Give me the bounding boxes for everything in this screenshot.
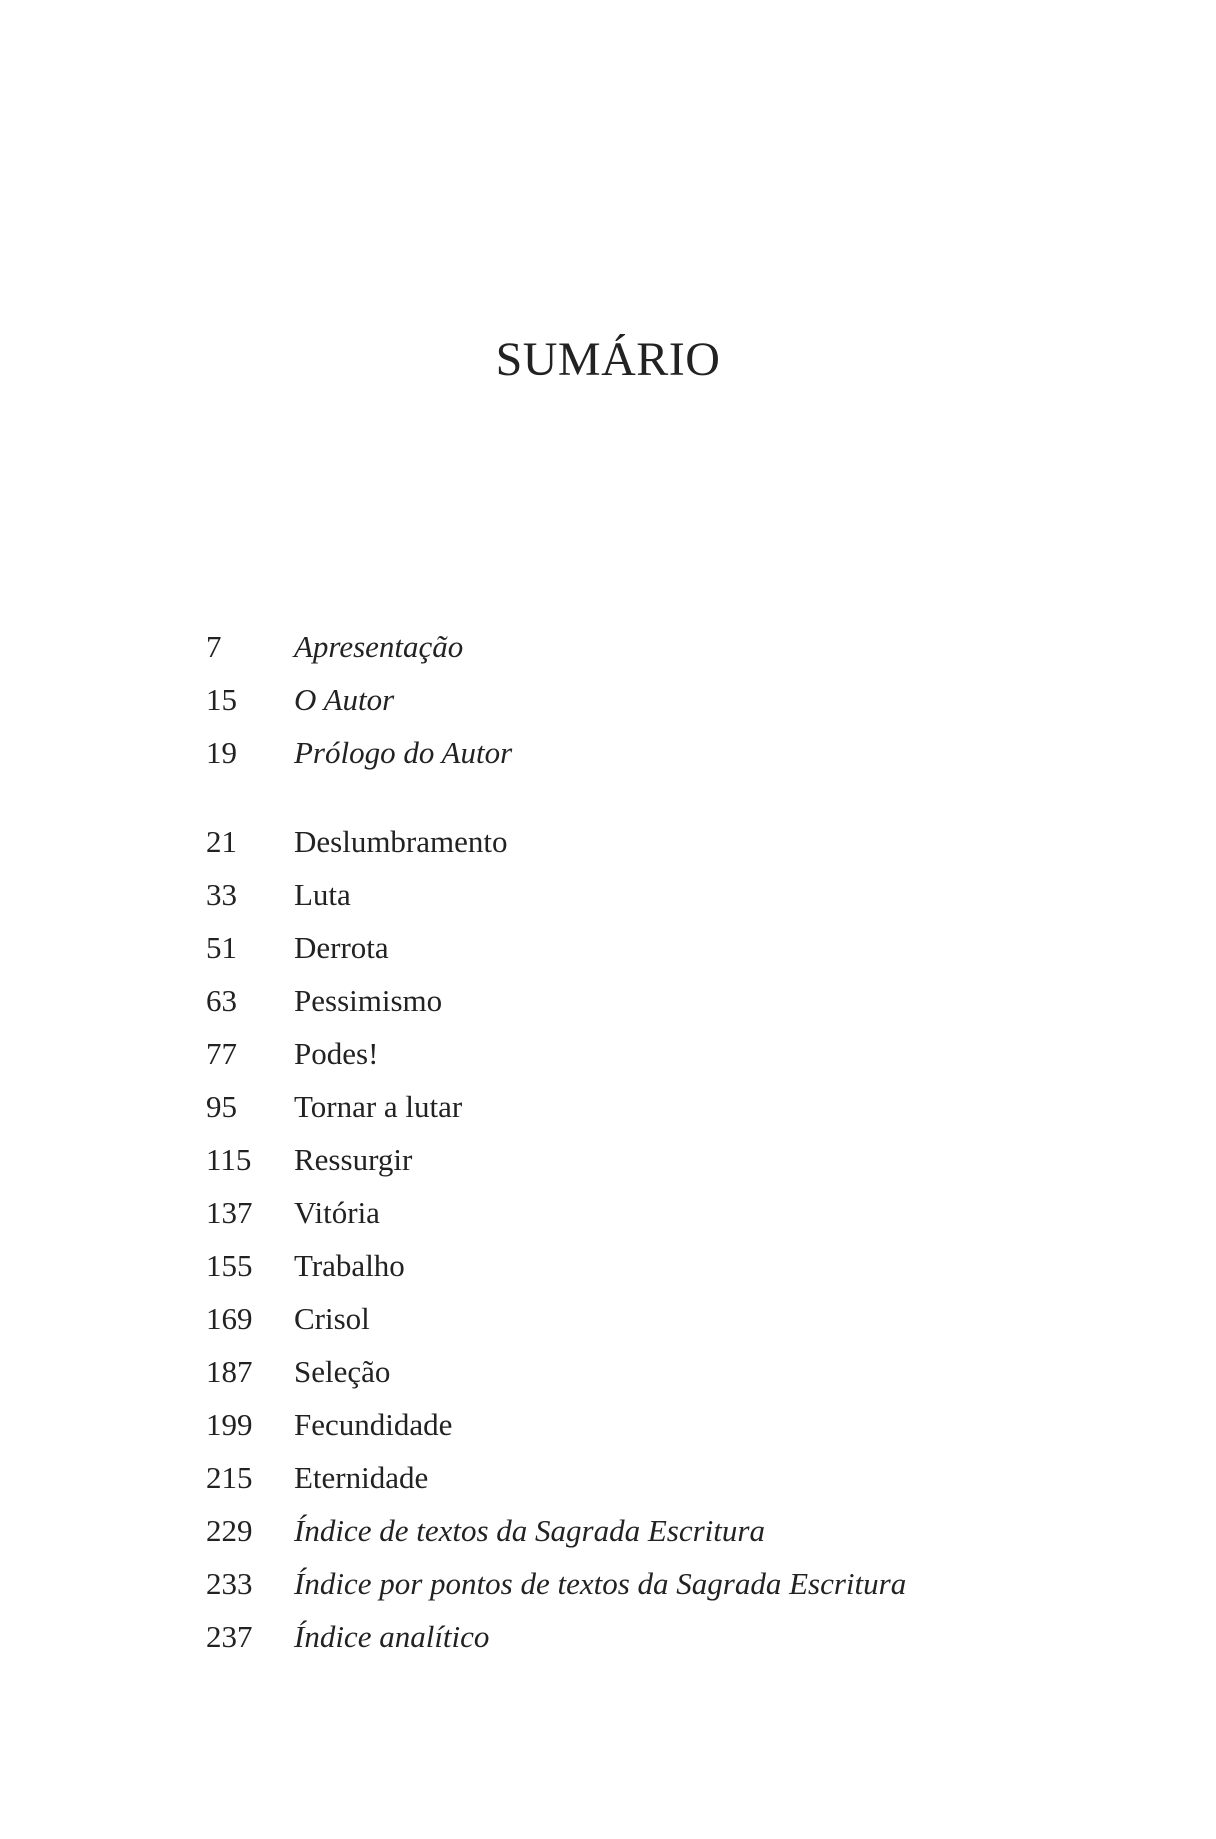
- toc-entry-title: Luta: [294, 877, 351, 912]
- toc-entry: [206, 1557, 1106, 1610]
- toc-entry-title: Índice de textos da Sagrada Escritura: [294, 1513, 765, 1548]
- toc-entry: [206, 974, 1106, 1027]
- toc-entry: [206, 1133, 1106, 1186]
- toc-page-number: 215: [206, 1460, 253, 1495]
- toc-page-number: 15: [206, 682, 237, 717]
- toc-page-number: 137: [206, 1195, 253, 1230]
- toc-entry-title: Ressurgir: [294, 1142, 413, 1177]
- toc-entry-title: Pessimismo: [294, 983, 443, 1018]
- toc-entry: [206, 673, 1106, 726]
- toc-entry: [206, 1239, 1106, 1292]
- toc-page-number: 21: [206, 824, 237, 859]
- toc-entry: [206, 1080, 1106, 1133]
- toc-page-number: 51: [206, 930, 237, 965]
- toc-entry-title: Índice analítico: [294, 1619, 490, 1654]
- toc-entry-title: O Autor: [294, 682, 395, 717]
- toc-entry: [206, 1398, 1106, 1451]
- toc-page-number: 95: [206, 1089, 237, 1124]
- toc-page-number: 33: [206, 877, 237, 912]
- toc-entry: [206, 1345, 1106, 1398]
- toc-page-number: 77: [206, 1036, 237, 1071]
- toc-page-number: 187: [206, 1354, 253, 1389]
- table-of-contents: [206, 620, 1106, 1663]
- page-title: SUMÁRIO: [495, 333, 721, 386]
- toc-group: [206, 620, 1106, 779]
- toc-entry: [206, 921, 1106, 974]
- toc-entry-title: Seleção: [294, 1354, 391, 1389]
- toc-entry: [206, 1292, 1106, 1345]
- toc-entry: [206, 1504, 1106, 1557]
- toc-entry-title: Podes!: [294, 1036, 379, 1071]
- toc-entry: [206, 1610, 1106, 1663]
- toc-entry-title: Derrota: [294, 930, 389, 965]
- toc-page-number: 7: [206, 629, 222, 664]
- toc-page-number: 115: [206, 1142, 252, 1177]
- toc-page-number: 169: [206, 1301, 253, 1336]
- toc-entry-title: Tornar a lutar: [294, 1089, 463, 1124]
- toc-page-number: 237: [206, 1619, 253, 1654]
- toc-entry-title: Eternidade: [294, 1460, 429, 1495]
- toc-page-number: 155: [206, 1248, 253, 1283]
- toc-group: [206, 815, 1106, 1663]
- toc-entry: [206, 726, 1106, 779]
- toc-entry-title: Deslumbramento: [294, 824, 508, 859]
- toc-entry: [206, 1451, 1106, 1504]
- toc-entry-title: Prólogo do Autor: [294, 735, 513, 770]
- toc-entry: [206, 620, 1106, 673]
- toc-entry: [206, 815, 1106, 868]
- toc-page-number: 229: [206, 1513, 253, 1548]
- toc-entry: [206, 1027, 1106, 1080]
- toc-page-number: 199: [206, 1407, 253, 1442]
- toc-page-number: 19: [206, 735, 237, 770]
- toc-entry: [206, 1186, 1106, 1239]
- toc-page-number: 233: [206, 1566, 253, 1601]
- toc-entry: [206, 868, 1106, 921]
- toc-entry-title: Fecundidade: [294, 1407, 453, 1442]
- toc-page-number: 63: [206, 983, 237, 1018]
- toc-entry-title: Crisol: [294, 1301, 370, 1336]
- toc-entry-title: Índice por pontos de textos da Sagrada Escritura: [294, 1566, 907, 1601]
- toc-entry-title: Apresentação: [294, 629, 464, 664]
- toc-entry-title: Trabalho: [294, 1248, 405, 1283]
- toc-entry-title: Vitória: [294, 1195, 380, 1230]
